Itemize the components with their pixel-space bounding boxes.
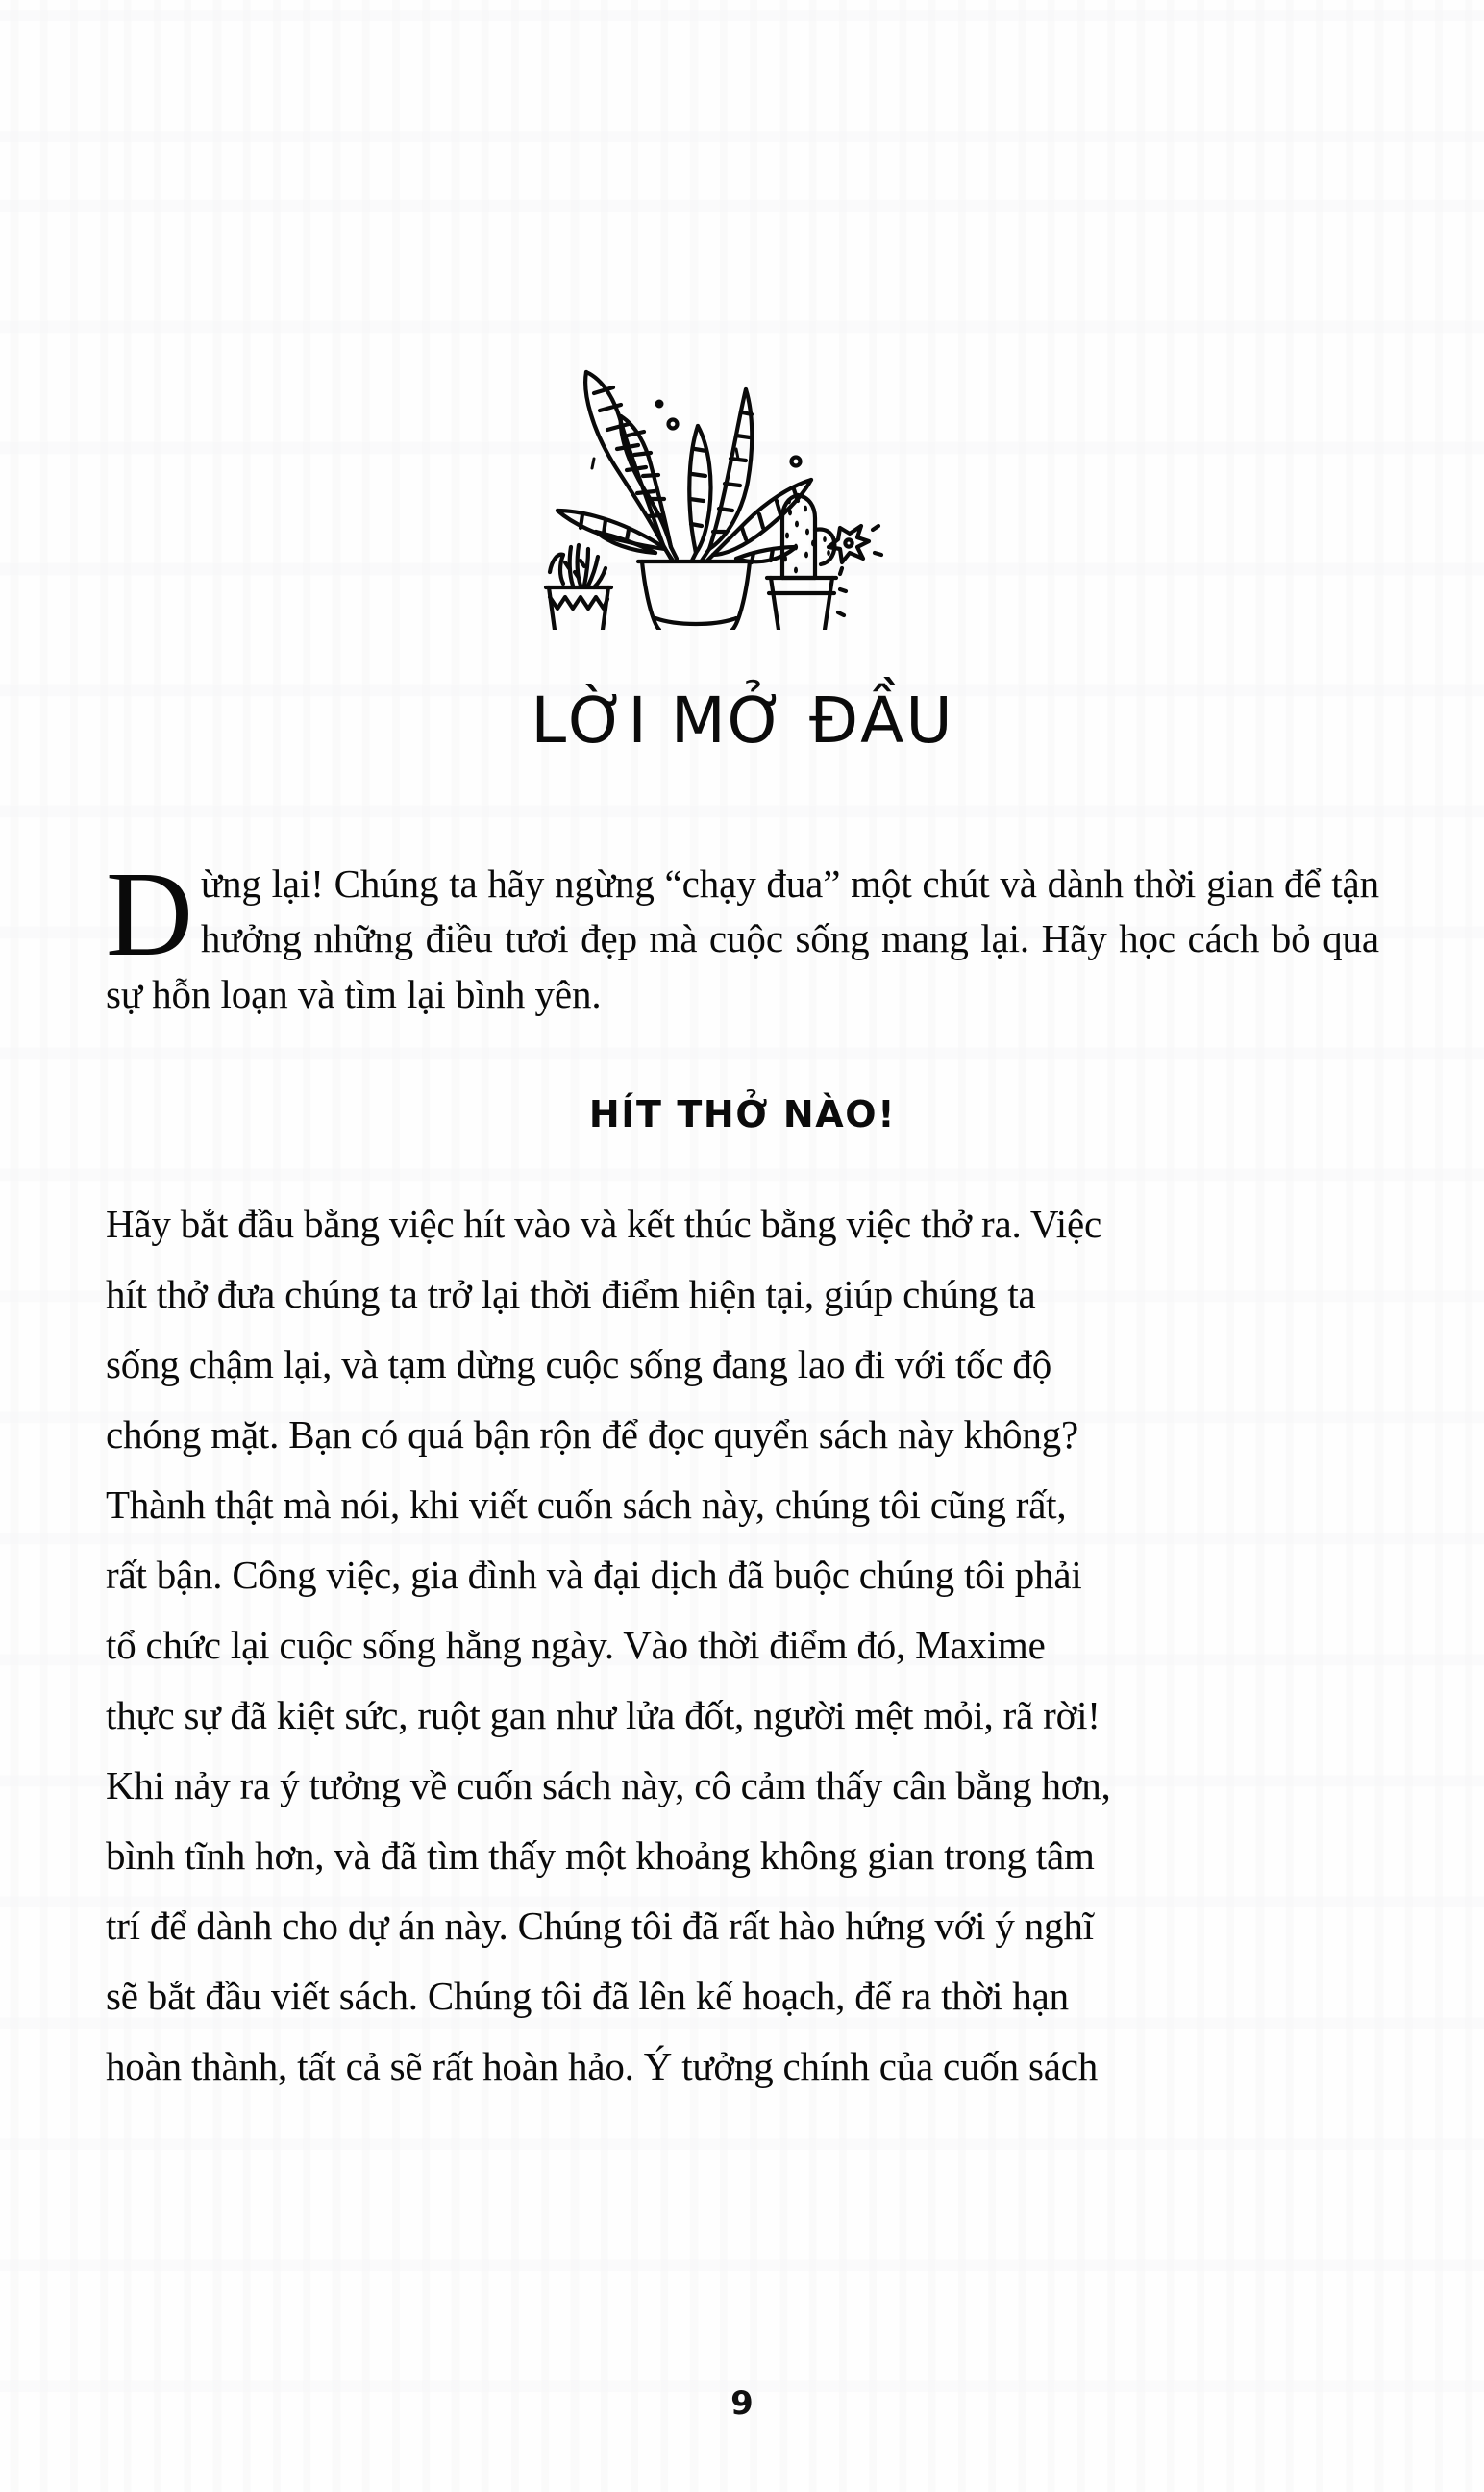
body-line: sống chậm lại, và tạm dừng cuộc sống đang lao đi với tốc độ <box>106 1342 1052 1387</box>
page-content-column <box>106 0 1379 2492</box>
lead-paragraph <box>106 848 1379 1022</box>
leaf-right-diagonal <box>713 480 811 555</box>
lead-paragraph-text: ừng lại! Chúng ta hãy ngừng “chạy đua” một chút và dành thời gian để tận hưởng những điều tươi đẹp mà cuộc sống mang lại. Hãy học cách bỏ qua sự hỗn loạn và tìm lại bình yên. <box>106 861 1379 1016</box>
cactus-flower <box>829 526 881 574</box>
body-line: hoàn thành, tất cả sẽ rất hoàn hảo. Ý tưởng chính của cuốn sách <box>106 2043 1099 2088</box>
chapter-title: LỜI MỞ ĐẦU <box>531 684 954 758</box>
body-paragraph <box>106 1189 1379 2102</box>
body-line: Hãy bắt đầu bằng việc hít vào và kết thúc bằng việc thở ra. Việc <box>106 1202 1101 1247</box>
body-line: Khi nảy ra ý tưởng về cuốn sách này, cô cảm thấy cân bằng hơn, <box>106 1762 1111 1807</box>
plant-stems <box>663 545 713 561</box>
drop-cap: D <box>106 848 193 982</box>
small-succulent-pot <box>546 587 611 630</box>
body-line: trí để dành cho dự án này. Chúng tôi đã rất hào hứng với ý nghĩ <box>106 1903 1094 1948</box>
large-pot <box>638 561 754 630</box>
page-number: 9 <box>730 2384 754 2423</box>
small-succulent <box>550 545 606 587</box>
leaf-tall-left <box>585 372 663 545</box>
potted-plants-illustration <box>536 0 950 630</box>
cactus-pot <box>767 578 846 630</box>
body-line: rất bận. Công việc, gia đình và đại dịch đã buộc chúng tôi phải <box>106 1553 1082 1598</box>
body-line: Thành thật mà nói, khi viết cuốn sách này, chúng tôi cũng rất, <box>106 1483 1067 1528</box>
body-line: sẽ bắt đầu viết sách. Chúng tôi đã lên kế hoạch, để ra thời hạn <box>106 1973 1069 2018</box>
body-line: bình tĩnh hơn, và đã tìm thấy một khoảng không gian trong tâm <box>106 1832 1095 1878</box>
leaf-medium-centre <box>689 426 710 553</box>
section-heading: HÍT THỞ NÀO! <box>588 1093 897 1136</box>
body-line: tổ chức lại cuộc sống hằng ngày. Vào thời điểm đó, Maxime <box>106 1622 1046 1667</box>
body-line: thực sự đã kiệt sức, ruột gan như lửa đốt, người mệt mỏi, rã rời! <box>106 1692 1101 1737</box>
body-line: chóng mặt. Bạn có quá bận rộn để đọc quyển sách này không? <box>106 1412 1078 1458</box>
body-line: hít thở đưa chúng ta trở lại thời điểm hiện tại, giúp chúng ta <box>106 1272 1036 1317</box>
